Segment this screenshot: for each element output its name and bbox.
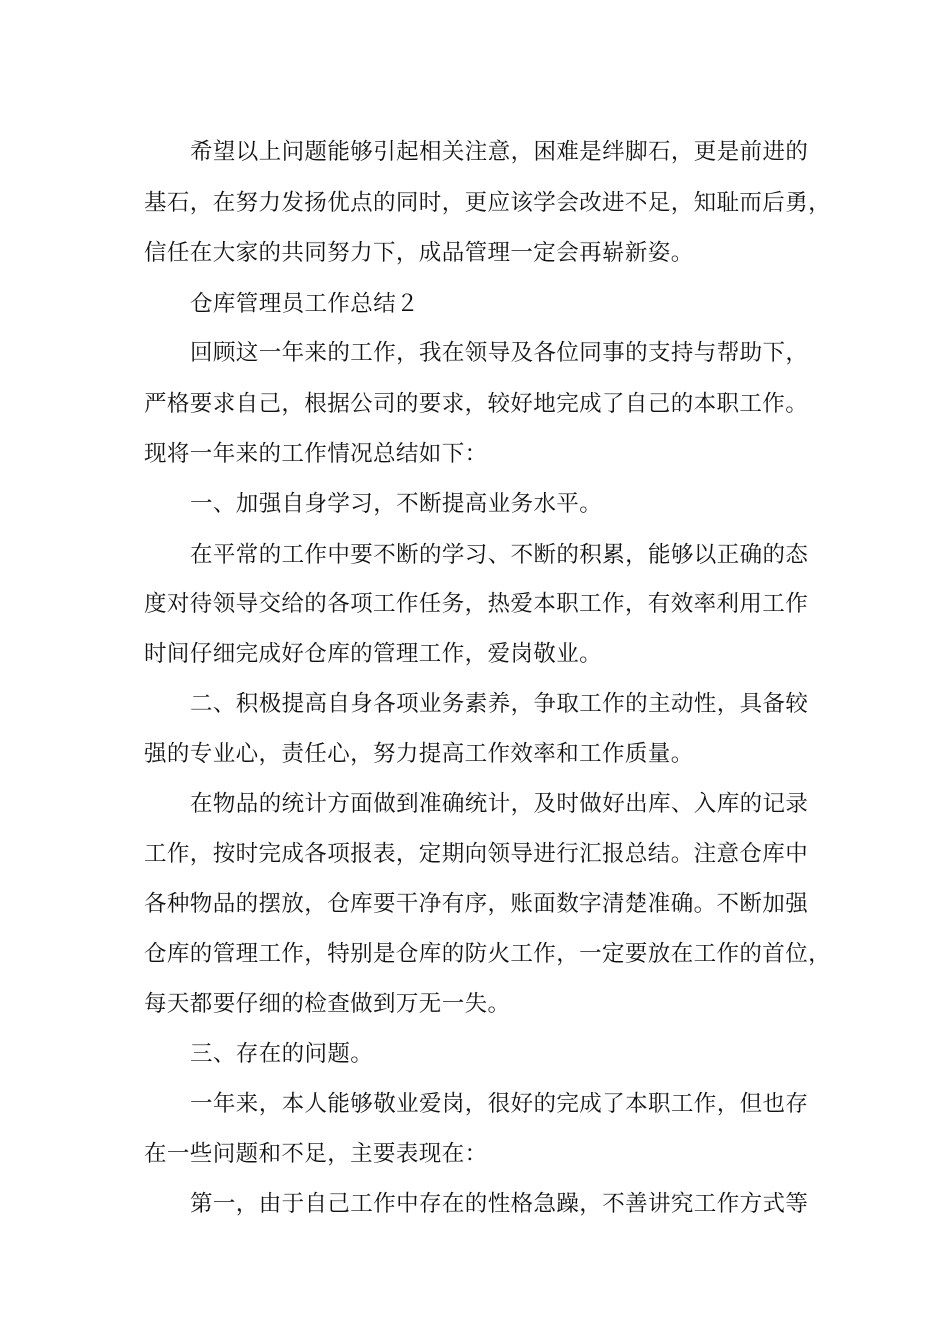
paragraph-line: 各种物品的摆放，仓库要干净有序，账面数字清楚准确。不断加强 [144,891,809,917]
paragraph-line: 回顾这一年来的工作，我在领导及各位同事的支持与帮助下， [190,340,809,366]
paragraph-line: 强的专业心，责任心，努力提高工作效率和工作质量。 [144,741,694,767]
paragraph-line: 严格要求自己，根据公司的要求，较好地完成了自己的本职工作。 [144,391,809,417]
paragraph-line: 现将一年来的工作情况总结如下： [144,441,488,467]
section-heading: 仓库管理员工作总结２ [190,291,420,317]
paragraph-line: 希望以上问题能够引起相关注意，困难是绊脚石，更是前进的 [190,139,809,165]
paragraph-line: 在一些问题和不足，主要表现在： [144,1141,488,1167]
paragraph-line: 度对待领导交给的各项工作任务，热爱本职工作，有效率利用工作 [144,591,809,617]
paragraph-line: 每天都要仔细的检查做到万无一失。 [144,991,511,1017]
subheading: 二、积极提高自身各项业务素养，争取工作的主动性，具备较 [190,691,809,717]
paragraph-line: 基石，在努力发扬优点的同时，更应该学会改进不足，知耻而后勇， [144,190,832,216]
subheading: 一、加强自身学习，不断提高业务水平。 [190,491,603,517]
paragraph-line: 工作，按时完成各项报表，定期向领导进行汇报总结。注意仓库中 [144,841,809,867]
paragraph-line: 时间仔细完成好仓库的管理工作，爱岗敬业。 [144,641,603,667]
paragraph-line: 仓库的管理工作，特别是仓库的防火工作，一定要放在工作的首位， [144,941,832,967]
paragraph-line: 在平常的工作中要不断的学习、不断的积累，能够以正确的态 [190,542,809,568]
paragraph-line: 第一，由于自己工作中存在的性格急躁，不善讲究工作方式等 [190,1191,809,1217]
paragraph-line: 在物品的统计方面做到准确统计，及时做好出库、入库的记录 [190,791,809,817]
paragraph-line: 一年来，本人能够敬业爱岗，很好的完成了本职工作，但也存 [190,1091,809,1117]
subheading: 三、存在的问题。 [190,1041,374,1067]
paragraph-line: 信任在大家的共同努力下，成品管理一定会再崭新姿。 [144,240,694,266]
